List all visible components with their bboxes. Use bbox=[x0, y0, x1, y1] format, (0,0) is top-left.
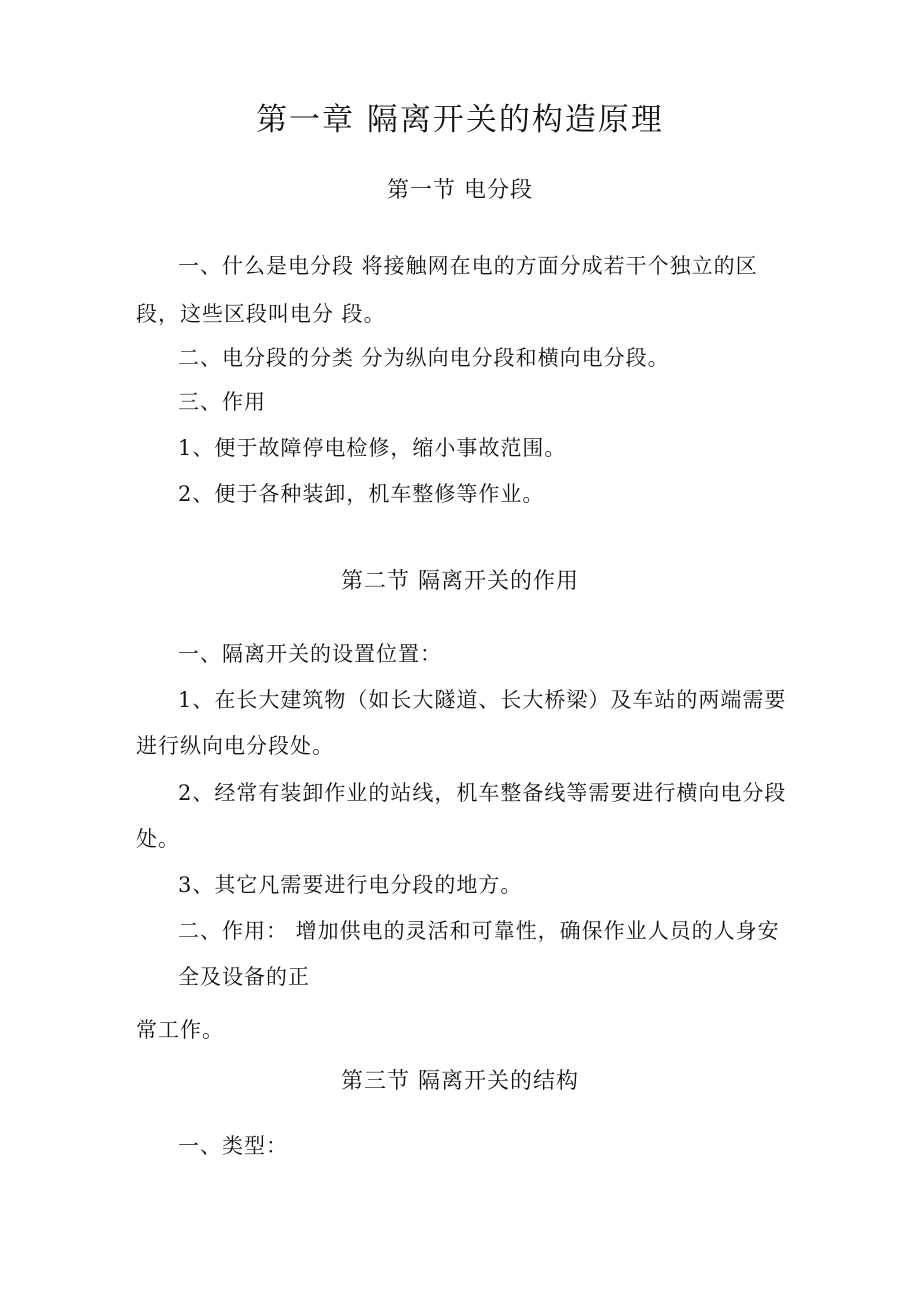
chapter-title: 第一章 隔离开关的构造原理 bbox=[256, 102, 664, 138]
section-1-title: 第一节 电分段 bbox=[387, 178, 533, 203]
section-2-item-1-point-1-line-1: 1、在长大建筑物（如长大隧道、长大桥梁）及车站的两端需要 bbox=[178, 688, 787, 712]
section-2-item-1-point-2-line-2: 处。 bbox=[136, 827, 180, 851]
section-3-item-1: 一、类型： bbox=[178, 1134, 288, 1158]
section-1-item-3-point-2: 2、便于各种装卸，机车整修等作业。 bbox=[178, 482, 545, 506]
section-1-item-1-line-1: 一、什么是电分段 将接触网在电的方面分成若干个独立的区 bbox=[178, 254, 758, 278]
section-2-title: 第二节 隔离开关的作用 bbox=[341, 569, 579, 594]
section-2-item-1: 一、隔离开关的设置位置： bbox=[178, 642, 442, 666]
section-2-item-2-line-3: 常工作。 bbox=[136, 1018, 224, 1042]
section-2-item-1-point-3: 3、其它凡需要进行电分段的地方。 bbox=[178, 873, 523, 897]
section-2-item-2-line-1: 二、作用： 增加供电的灵活和可靠性，确保作业人员的人身安 bbox=[178, 919, 780, 943]
section-2-item-2-line-2: 全及设备的正 bbox=[178, 965, 310, 989]
section-1-item-1-line-2: 段，这些区段叫电分 段。 bbox=[136, 302, 386, 326]
section-2-item-1-point-1-line-2: 进行纵向电分段处。 bbox=[136, 734, 334, 758]
section-1-item-3-point-1: 1、便于故障停电检修，缩小事故范围。 bbox=[178, 436, 567, 460]
section-1-item-2: 二、电分段的分类 分为纵向电分段和横向电分段。 bbox=[178, 346, 670, 370]
section-1-item-3: 三、作用 bbox=[178, 390, 266, 414]
section-2-item-1-point-2-line-1: 2、经常有装卸作业的站线，机车整备线等需要进行横向电分段 bbox=[178, 781, 787, 805]
section-3-title: 第三节 隔离开关的结构 bbox=[341, 1069, 579, 1094]
